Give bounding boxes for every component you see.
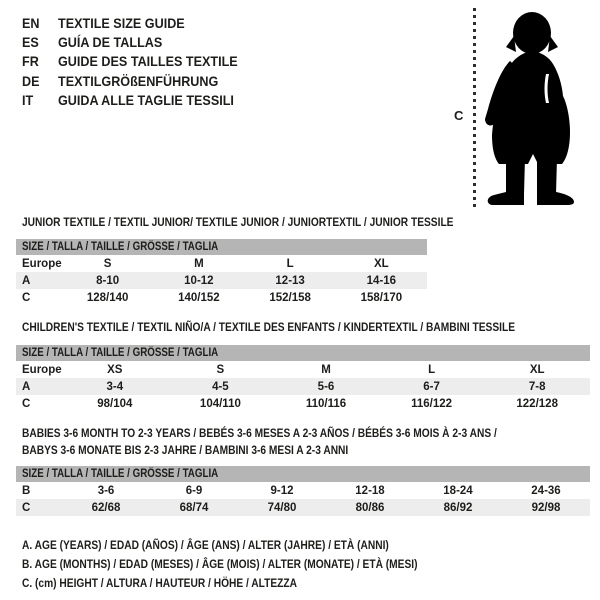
- row-label: A: [16, 272, 62, 289]
- height-label: C: [454, 108, 464, 123]
- lang-label: GUIDE DES TAILLES TEXTILE: [58, 53, 238, 70]
- size-cell: M: [273, 361, 379, 378]
- lang-row-it: [22, 91, 238, 110]
- size-cell: 128/140: [62, 289, 153, 306]
- size-cell: 18-24: [414, 482, 502, 499]
- lang-label: GUIDA ALLE TAGLIE TESSILI: [58, 92, 234, 109]
- size-header-band: [16, 239, 427, 255]
- legend-line-a: A. AGE (YEARS) / EDAD (AÑOS) / ÂGE (ANS) / ALTER (JAHRE) / ETÀ (ANNI): [22, 538, 389, 552]
- size-cell: 74/80: [238, 499, 326, 516]
- row-label: A: [16, 378, 62, 395]
- row-label: Europe: [16, 361, 62, 378]
- height-dotted-line: [473, 8, 476, 208]
- size-header-text: SIZE / TALLA / TAILLE / GRÖSSE / TAGLIA: [22, 468, 219, 480]
- size-cell: 5-6: [273, 378, 379, 395]
- size-header-text: SIZE / TALLA / TAILLE / GRÖSSE / TAGLIA: [22, 241, 219, 253]
- size-cell: 104/110: [168, 395, 274, 412]
- junior-size-table: [16, 239, 427, 306]
- size-cell: 4-5: [168, 378, 274, 395]
- size-cell: 24-36: [502, 482, 590, 499]
- row-label: B: [16, 482, 62, 499]
- table-row: [16, 482, 590, 499]
- lang-row-fr: [22, 52, 238, 71]
- size-cell: 68/74: [150, 499, 238, 516]
- size-cell: 10-12: [153, 272, 244, 289]
- junior-table-title: JUNIOR TEXTILE / TEXTIL JUNIOR/ TEXTILE JUNIOR / JUNIORTEXTIL / JUNIOR TESSILE: [22, 215, 454, 229]
- size-cell: 14-16: [336, 272, 427, 289]
- size-header-band: [16, 466, 590, 482]
- size-cell: 9-12: [238, 482, 326, 499]
- toddler-silhouette-icon: [477, 8, 581, 207]
- babies-title-line-2: BABYS 3-6 MONATE BIS 2-3 JAHRE / BAMBINI 3-6 MESI A 2-3 ANNI: [22, 442, 349, 457]
- size-cell: 152/158: [245, 289, 336, 306]
- size-cell: XL: [484, 361, 590, 378]
- size-cell: 8-10: [62, 272, 153, 289]
- size-cell: M: [153, 255, 244, 272]
- lang-code: ES: [22, 34, 39, 51]
- table-row: [16, 378, 590, 395]
- row-label: C: [16, 289, 62, 306]
- legend-line-c: C. (cm) HEIGHT / ALTURA / HAUTEUR / HÖHE / ALTEZZA: [22, 575, 298, 590]
- size-cell: 62/68: [62, 499, 150, 516]
- lang-row-en: [22, 13, 238, 32]
- size-cell: 122/128: [484, 395, 590, 412]
- table-row: [16, 361, 590, 378]
- measurement-legend: [22, 536, 487, 592]
- size-cell: 158/170: [336, 289, 427, 306]
- size-cell: 86/92: [414, 499, 502, 516]
- language-title-block: [22, 13, 262, 110]
- lang-label: GUÍA DE TALLAS: [58, 34, 163, 51]
- row-label: Europe: [16, 255, 62, 272]
- size-header-band: [16, 345, 590, 361]
- size-header-text: SIZE / TALLA / TAILLE / GRÖSSE / TAGLIA: [22, 347, 219, 359]
- lang-code: FR: [22, 53, 39, 70]
- lang-label: TEXTILE SIZE GUIDE: [58, 14, 185, 31]
- size-cell: XL: [336, 255, 427, 272]
- size-cell: XS: [62, 361, 168, 378]
- babies-size-table: [16, 466, 590, 516]
- table-row: [16, 289, 427, 306]
- children-size-table: [16, 345, 590, 412]
- table-row: [16, 499, 590, 516]
- babies-title-line-1: BABIES 3-6 MONTH TO 2-3 YEARS / BEBÉS 3-6 MESES A 2-3 AÑOS / BÉBÉS 3-6 MOIS À 2-3 ANS /: [22, 426, 497, 440]
- table-row: [16, 395, 590, 412]
- size-cell: S: [168, 361, 274, 378]
- babies-table-title: [22, 425, 581, 458]
- lang-row-de: [22, 71, 238, 90]
- children-table-title: CHILDREN'S TEXTILE / TEXTIL NIÑO/A / TEXTILE DES ENFANTS / KINDERTEXTIL / BAMBINI TESSILE: [22, 320, 516, 334]
- size-cell: L: [379, 361, 485, 378]
- lang-code: IT: [22, 92, 34, 109]
- table-row: [16, 272, 427, 289]
- lang-code: DE: [22, 72, 40, 89]
- size-cell: 116/122: [379, 395, 485, 412]
- size-cell: 3-4: [62, 378, 168, 395]
- size-cell: 98/104: [62, 395, 168, 412]
- size-cell: 6-7: [379, 378, 485, 395]
- size-cell: 140/152: [153, 289, 244, 306]
- size-cell: 12-18: [326, 482, 414, 499]
- table-row: [16, 255, 427, 272]
- row-label: C: [16, 395, 62, 412]
- size-cell: 92/98: [502, 499, 590, 516]
- size-cell: S: [62, 255, 153, 272]
- lang-label: TEXTILGRÖßENFÜHRUNG: [58, 72, 219, 89]
- size-cell: 7-8: [484, 378, 590, 395]
- size-cell: 3-6: [62, 482, 150, 499]
- size-cell: 80/86: [326, 499, 414, 516]
- size-cell: 12-13: [245, 272, 336, 289]
- size-cell: 110/116: [273, 395, 379, 412]
- lang-row-es: [22, 32, 238, 51]
- legend-line-b: B. AGE (MONTHS) / EDAD (MESES) / ÂGE (MOIS) / ALTER (MONATE) / ETÀ (MESI): [22, 556, 418, 571]
- size-cell: 6-9: [150, 482, 238, 499]
- row-label: C: [16, 499, 62, 516]
- size-cell: L: [245, 255, 336, 272]
- lang-code: EN: [22, 14, 40, 31]
